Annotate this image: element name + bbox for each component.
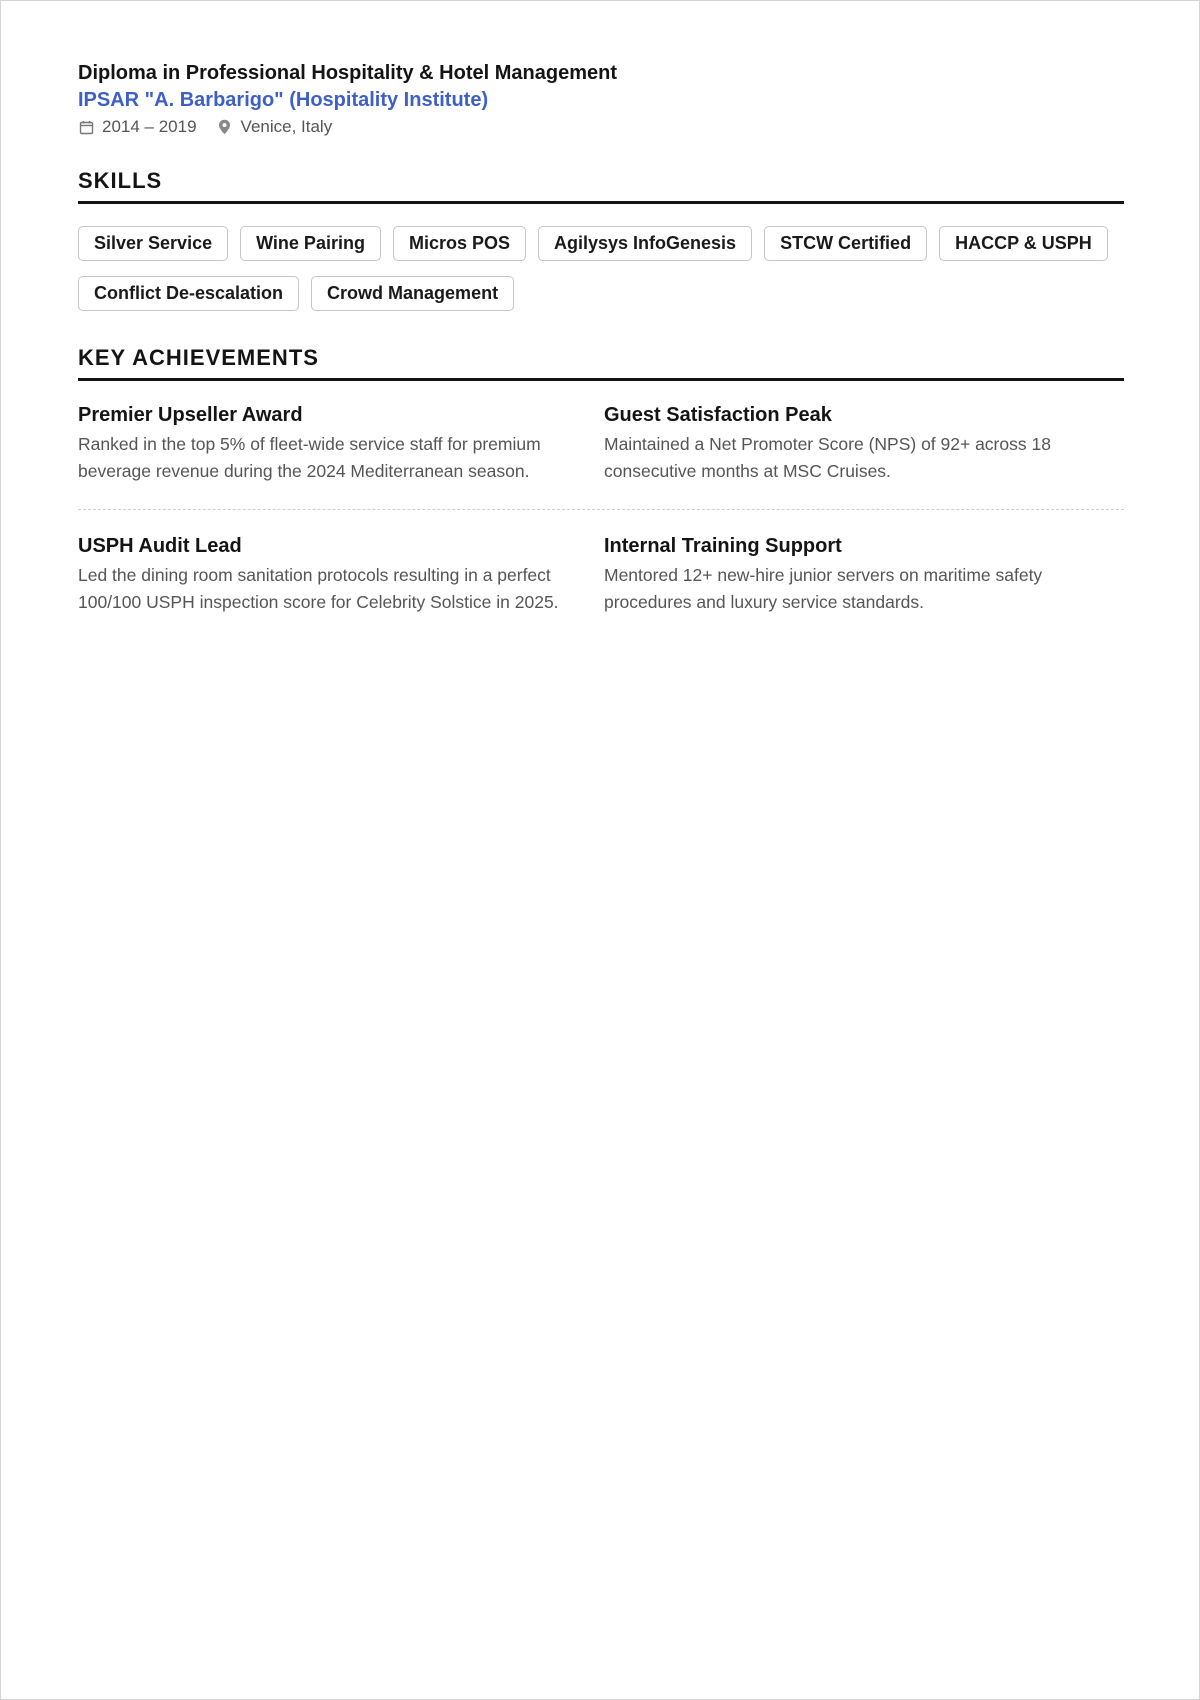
skill-chip: HACCP & USPH [939, 226, 1108, 261]
achievement-item [78, 510, 604, 640]
achievement-item [78, 401, 604, 509]
education-entry [78, 59, 1124, 140]
skill-chip: Wine Pairing [240, 226, 381, 261]
achievement-description: Maintained a Net Promoter Score (NPS) of 92+ across 18 consecutive months at MSC Cruises. [604, 434, 1051, 481]
skills-list [78, 226, 1124, 311]
achievement-title: USPH Audit Lead [78, 535, 242, 557]
skill-chip: Silver Service [78, 226, 228, 261]
education-meta [78, 114, 1124, 140]
achievements-section-title: KEY ACHIEVEMENTS [78, 345, 1124, 381]
education-dates-text: 2014 – 2019 [102, 117, 197, 136]
achievement-title: Premier Upseller Award [78, 404, 303, 426]
skill-chip: Conflict De-escalation [78, 276, 299, 311]
location-pin-icon [217, 119, 233, 135]
calendar-icon [78, 119, 94, 135]
achievements-grid [78, 401, 1124, 640]
achievement-item [604, 401, 1124, 509]
achievement-description: Ranked in the top 5% of fleet-wide service staff for premium beverage revenue during the 2024 Mediterranean season. [78, 434, 541, 481]
education-degree: Diploma in Professional Hospitality & Hotel Management [78, 62, 617, 84]
skills-section-title: SKILLS [78, 168, 1124, 204]
achievement-title: Guest Satisfaction Peak [604, 404, 832, 426]
skill-chip: STCW Certified [764, 226, 927, 261]
education-dates [78, 114, 197, 140]
achievement-title: Internal Training Support [604, 535, 842, 557]
education-location [217, 114, 333, 140]
resume-content [78, 59, 1124, 640]
skill-chip: Agilysys InfoGenesis [538, 226, 752, 261]
education-location-text: Venice, Italy [240, 117, 333, 136]
achievement-description: Led the dining room sanitation protocols resulting in a perfect 100/100 USPH inspection score for Celebrity Solstice in 2025. [78, 565, 559, 612]
achievement-item [604, 510, 1124, 640]
achievement-description: Mentored 12+ new-hire junior servers on maritime safety procedures and luxury service standards. [604, 565, 1043, 612]
skill-chip: Crowd Management [311, 276, 514, 311]
skill-chip: Micros POS [393, 226, 526, 261]
education-school: IPSAR "A. Barbarigo" (Hospitality Institute) [78, 89, 489, 111]
